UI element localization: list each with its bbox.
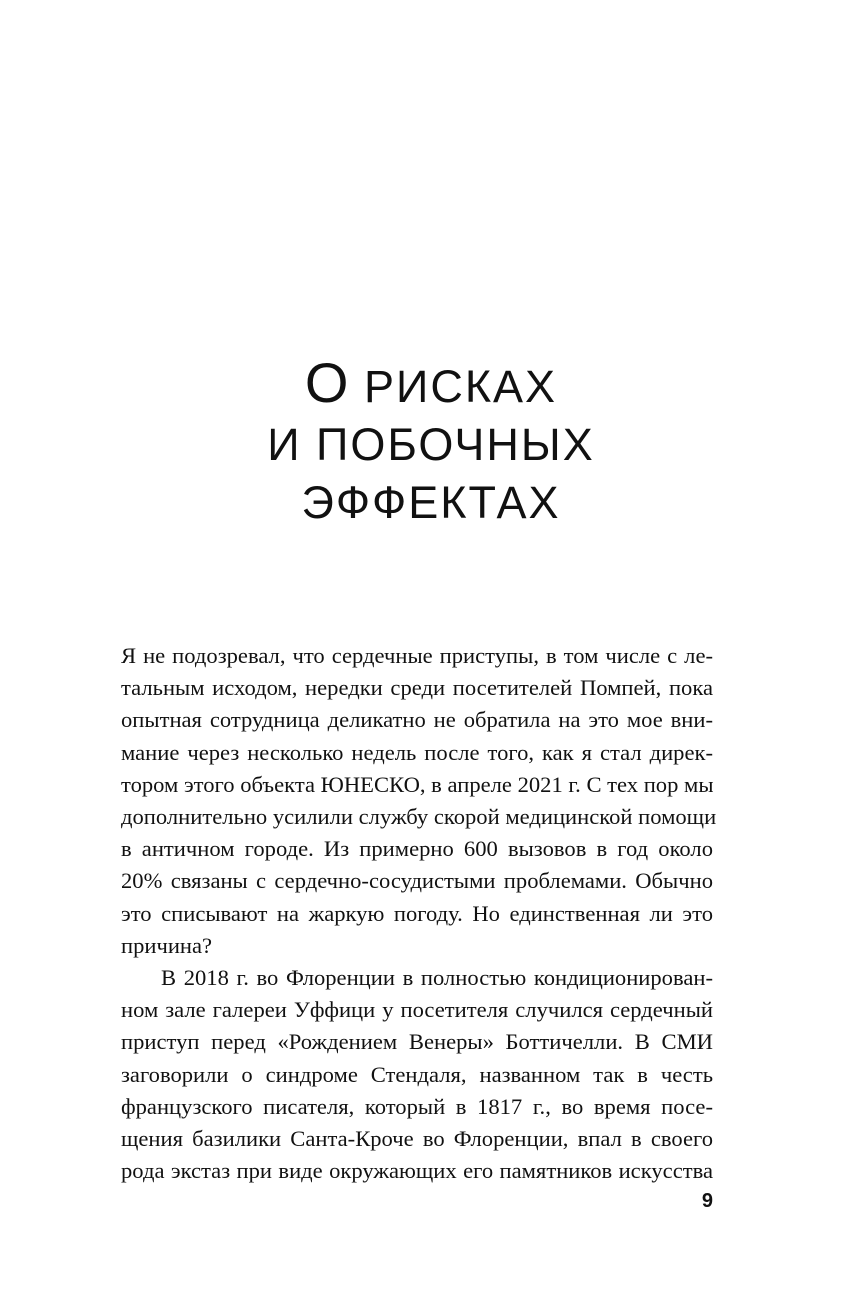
text-line: ном зале галереи Уффици у посетителя случился сердечный [121,997,713,1023]
text-line: Я не подозревал, что сердечные приступы, в том числе с ле- [121,643,713,668]
text-line: тором этого объекта ЮНЕСКО, в апреле 2021 г. С тех пор мы [121,771,714,797]
text-line: рода экстаз при виде окружающих его памятников искусства [121,1158,713,1184]
text-line: дополнительно усилили службу скорой медицинской помощи [121,804,717,830]
chapter-title [0,350,862,532]
chapter-title-line-3: ЭФФЕКТАХ [301,476,561,528]
chapter-title-line-2: И ПОБОЧНЫХ [267,418,595,470]
body-text [121,640,717,1187]
text-line: французского писателя, который в 1817 г., во время посе- [121,1093,713,1119]
page-number: 9 [701,1190,713,1212]
text-line: заговорили о синдроме Стендаля, названном так в честь [121,1061,713,1087]
chapter-title-line-1 [0,350,862,416]
chapter-title-initial: О [304,350,350,414]
chapter-title-line-1-rest: РИСКАХ [349,360,558,412]
text-line: в античном городе. Из примерно 600 вызовов в год около [121,836,713,862]
paragraph-1 [121,640,717,962]
text-line: мание через несколько недель после того, как я стал дирек- [121,739,713,765]
text-line: В 2018 г. во Флоренции в полностью кондиционирован- [161,965,713,991]
text-line: приступ перед «Рождением Венеры» Боттичелли. В СМИ [121,1029,713,1055]
text-line: опытная сотрудница деликатно не обратила на это мое вни- [121,707,713,733]
text-line: щения базилики Санта-Кроче во Флоренции, впал в своего [121,1126,713,1152]
text-line: это списывают на жаркую погоду. Но единственная ли это [121,900,713,926]
text-line: тальным исходом, нередки среди посетителей Помпей, пока [121,675,713,701]
paragraph-2 [121,962,713,1187]
text-line: причина? [121,932,213,958]
text-line: 20% связаны с сердечно-сосудистыми проблемами. Обычно [121,868,713,894]
